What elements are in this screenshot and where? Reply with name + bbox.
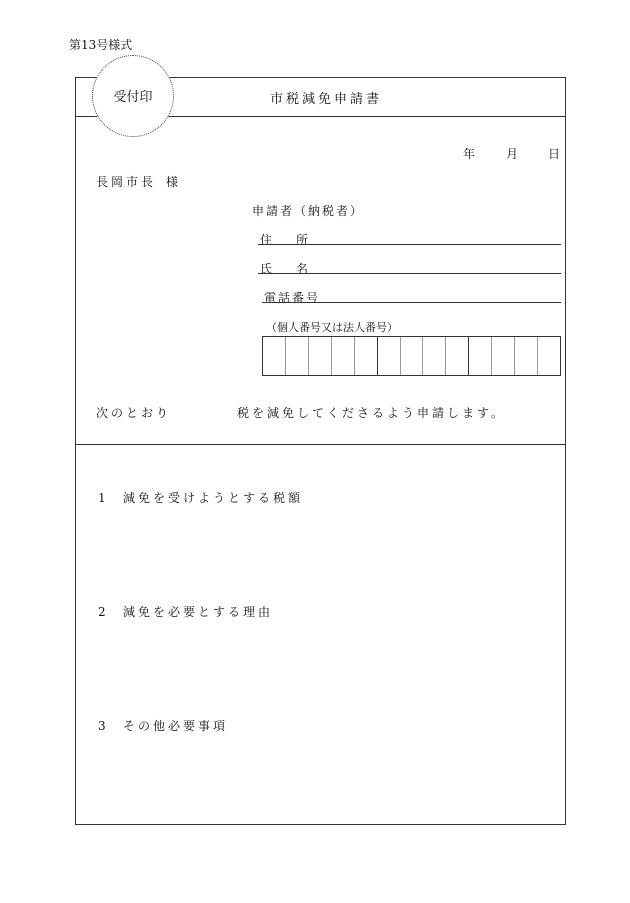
item-number: 1	[98, 491, 109, 505]
my-number-cell[interactable]	[492, 337, 515, 375]
my-number-cell[interactable]	[538, 337, 560, 375]
date-month: 月	[506, 147, 519, 161]
form-number: 第13号様式	[69, 38, 133, 52]
request-text-prefix: 次のとおり	[96, 406, 172, 420]
my-number-cell[interactable]	[309, 337, 332, 375]
my-number-cell[interactable]	[446, 337, 469, 375]
address-label: 住 所	[260, 233, 309, 247]
date-year: 年	[463, 147, 476, 161]
my-number-cell[interactable]	[469, 337, 492, 375]
addressee-suffix: 様	[166, 175, 179, 189]
my-number-cell[interactable]	[332, 337, 355, 375]
phone-line[interactable]	[262, 302, 561, 303]
name-label: 氏 名	[260, 262, 309, 276]
addressee: 長岡市長	[96, 175, 157, 189]
date-day: 日	[548, 147, 561, 161]
my-number-cell[interactable]	[286, 337, 309, 375]
my-number-cell[interactable]	[401, 337, 424, 375]
my-number-cell[interactable]	[355, 337, 378, 375]
address-line[interactable]	[258, 244, 561, 245]
my-number-label: （個人番号又は法人番号）	[266, 321, 398, 334]
item-text: 減免を必要とする理由	[123, 605, 274, 619]
item-number: 2	[98, 605, 109, 619]
document-title: 市税減免申請書	[270, 92, 383, 107]
my-number-cell[interactable]	[423, 337, 446, 375]
item-reason	[98, 603, 273, 620]
name-line[interactable]	[258, 273, 561, 274]
phone-label: 電話番号	[264, 291, 321, 305]
item-number: 3	[98, 719, 109, 733]
reception-stamp-area	[92, 55, 174, 137]
applicant-heading: 申請者（納税者）	[252, 204, 365, 218]
my-number-cell[interactable]	[263, 337, 286, 375]
request-text: 税を減免してくださるよう申請します。	[237, 406, 507, 420]
section-divider	[75, 444, 566, 445]
my-number-cell[interactable]	[515, 337, 538, 375]
item-text: 減免を受けようとする税額	[123, 491, 304, 505]
reception-stamp-label: 受付印	[113, 90, 153, 105]
item-other	[98, 717, 228, 734]
my-number-cell[interactable]	[378, 337, 401, 375]
item-text: その他必要事項	[123, 719, 229, 733]
my-number-boxes[interactable]	[262, 336, 561, 376]
item-tax-amount	[98, 489, 303, 506]
